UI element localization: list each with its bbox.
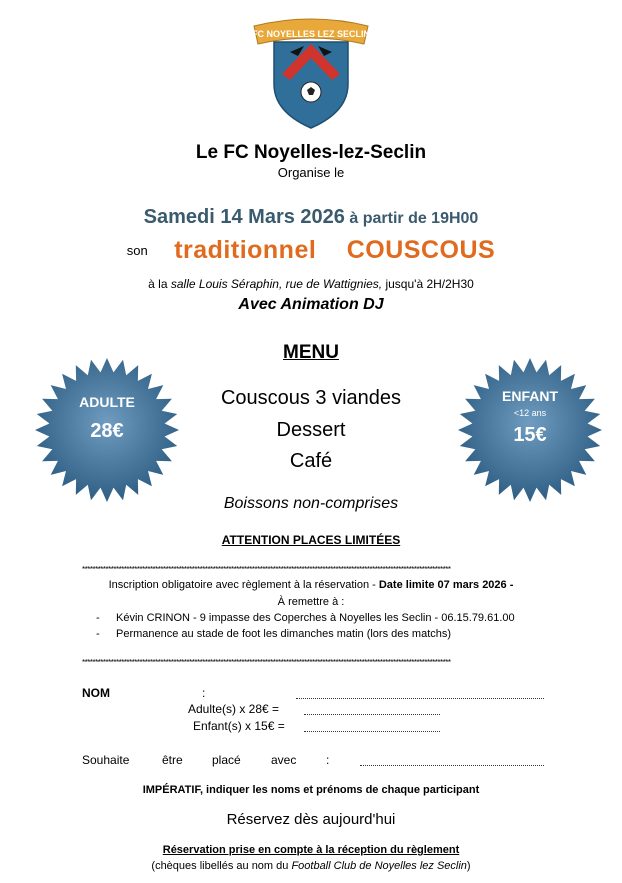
event-name-line (0, 236, 622, 265)
boissons-note: Boissons non-comprises (223, 495, 399, 512)
menu-title: MENU (283, 342, 339, 363)
menu-item: Café (289, 450, 333, 472)
permanence-stade: Permanence au stade de foot les dimanches matin (lors des matchs) (116, 628, 452, 640)
place-word: placé (212, 753, 241, 767)
cheques-prefix: (chèques libellés au nom du (151, 860, 292, 872)
remettre-label: À remettre à : (277, 596, 345, 608)
list-item (96, 612, 515, 624)
event-time: à partir de 19H00 (349, 210, 479, 227)
page-title: Le FC Noyelles-lez-Seclin (195, 142, 427, 163)
menu-item: Dessert (276, 419, 346, 441)
nom-colon: : (202, 686, 206, 700)
enfant-label: ENFANT (502, 388, 558, 404)
adultes-label: Adulte(s) x 28€ = (188, 702, 280, 716)
club-crest-logo (246, 12, 376, 132)
adulte-price-badge (32, 355, 182, 505)
souhaite-colon: : (326, 753, 330, 767)
club-full-name: Football Club de Noyelles lez Seclin (291, 860, 467, 872)
nom-label: NOM (82, 686, 110, 700)
couscous-word: COUSCOUS (346, 236, 496, 264)
place-prefix: à la (148, 277, 168, 291)
reservez-text: Réservez dès aujourd'hui (226, 811, 396, 828)
star-separator: ********************************************************************************************************************************************* (82, 566, 451, 574)
event-date-line (0, 206, 622, 229)
traditionnel-word: traditionnel (174, 236, 317, 264)
place-name: salle Louis Séraphin, rue de Wattignies, (170, 277, 383, 291)
nom-field[interactable] (296, 688, 544, 699)
enfant-price: 15€ (513, 424, 547, 446)
etre-word: être (162, 753, 183, 767)
adultes-field[interactable] (304, 704, 440, 715)
adulte-label: ADULTE (79, 394, 135, 410)
bullet-dash: - (96, 628, 100, 640)
enfant-age-note: <12 ans (513, 408, 547, 418)
enfants-label: Enfant(s) x 15€ = (193, 719, 285, 733)
inscription-line (0, 579, 622, 591)
event-location (0, 277, 622, 291)
organise-text: Organise le (277, 165, 345, 180)
adulte-price: 28€ (90, 420, 124, 442)
list-item (96, 628, 451, 640)
event-date: Samedi 14 Mars 2026 (143, 206, 345, 228)
son-word: son (126, 243, 148, 258)
crest-banner-text: FC NOYELLES LEZ SECLIN (251, 29, 371, 39)
placement-field[interactable] (360, 755, 544, 766)
menu-item: Couscous 3 viandes (220, 387, 402, 409)
animation-dj: Avec Animation DJ (238, 296, 384, 313)
attention-notice: ATTENTION PLACES LIMITÉES (221, 533, 401, 547)
reservation-note: Réservation prise en compte à la réception du règlement (162, 844, 460, 856)
cheques-note (0, 860, 622, 872)
contact-kevin: Kévin CRINON - 9 impasse des Coperches à Noyelles les Seclin - 06.15.79.61.00 (116, 612, 515, 624)
enfants-field[interactable] (304, 721, 440, 732)
avec-word: avec (271, 753, 297, 767)
date-limite: Date limite 07 mars 2026 - (378, 579, 514, 591)
souhaite-word: Souhaite (82, 753, 130, 767)
inscription-text: Inscription obligatoire avec règlement à la réservation - (108, 579, 379, 591)
bullet-dash: - (96, 612, 100, 624)
imperatif-note: IMPÉRATIF, indiquer les noms et prénoms de chaque participant (142, 784, 480, 796)
star-separator: ********************************************************************************************************************************************* (82, 659, 451, 667)
place-suffix: jusqu'à 2H/2H30 (385, 277, 474, 291)
enfant-price-badge (455, 355, 605, 505)
cheques-suffix: ) (466, 860, 471, 872)
